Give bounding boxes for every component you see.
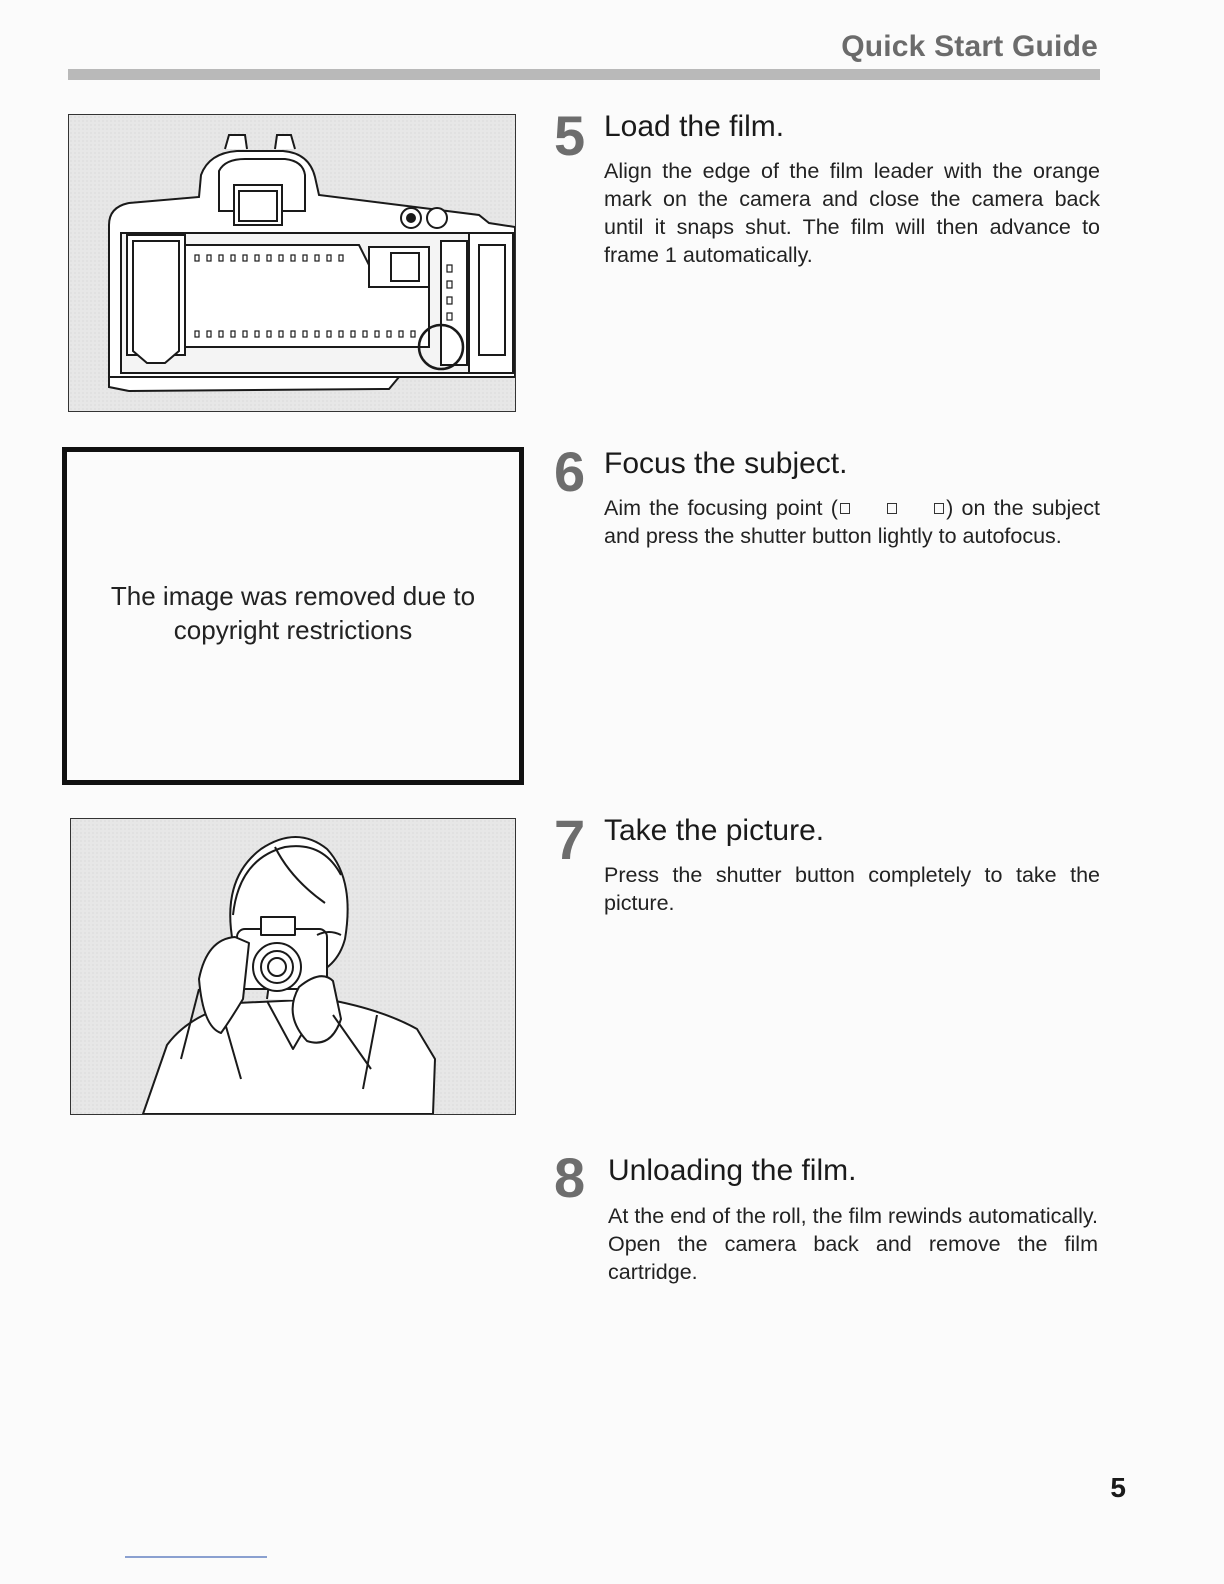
- step-7-number: 7: [554, 808, 586, 871]
- step-6-body-after: ) on the subject and press the shutter button lightly to autofocus.: [604, 496, 1100, 548]
- step-7-body: Press the shutter button completely to take the picture.: [604, 863, 1100, 915]
- page-number: 5: [1110, 1472, 1126, 1503]
- step-5-number: 5: [554, 104, 586, 167]
- removed-image-notice: The image was removed due to copyright restrictions: [110, 581, 476, 645]
- step-6-body: [604, 494, 1100, 550]
- step-6-number: 6: [554, 440, 586, 503]
- page-header-title: Quick Start Guide: [841, 30, 1098, 63]
- header-rule: [68, 69, 1100, 80]
- step-5-body: Align the edge of the film leader with the orange mark on the camera and close the camera back until it snaps shut. The film will then advance to frame 1 automatically.: [604, 159, 1100, 267]
- step-7-title: Take the picture.: [604, 814, 825, 847]
- person-taking-picture-illustration: [70, 818, 516, 1115]
- camera-film-loading-illustration: [68, 114, 516, 412]
- focus-point-right-icon: [934, 503, 944, 514]
- step-6-title: Focus the subject.: [604, 447, 848, 480]
- focusing-point-icons: [838, 496, 946, 520]
- step-8-number: 8: [554, 1146, 586, 1209]
- step-8-title: Unloading the film.: [608, 1154, 857, 1187]
- focus-point-center-icon: [887, 503, 897, 514]
- removed-image-placeholder: [62, 447, 524, 785]
- step-6-body-before: Aim the focusing point (: [604, 496, 838, 520]
- focus-point-left-icon: [840, 503, 850, 514]
- bottom-rule: [125, 1556, 267, 1558]
- step-5-title: Load the film.: [604, 110, 785, 143]
- step-8-body: At the end of the roll, the film rewinds automatically. Open the camera back and remove the film cartridge.: [608, 1204, 1098, 1284]
